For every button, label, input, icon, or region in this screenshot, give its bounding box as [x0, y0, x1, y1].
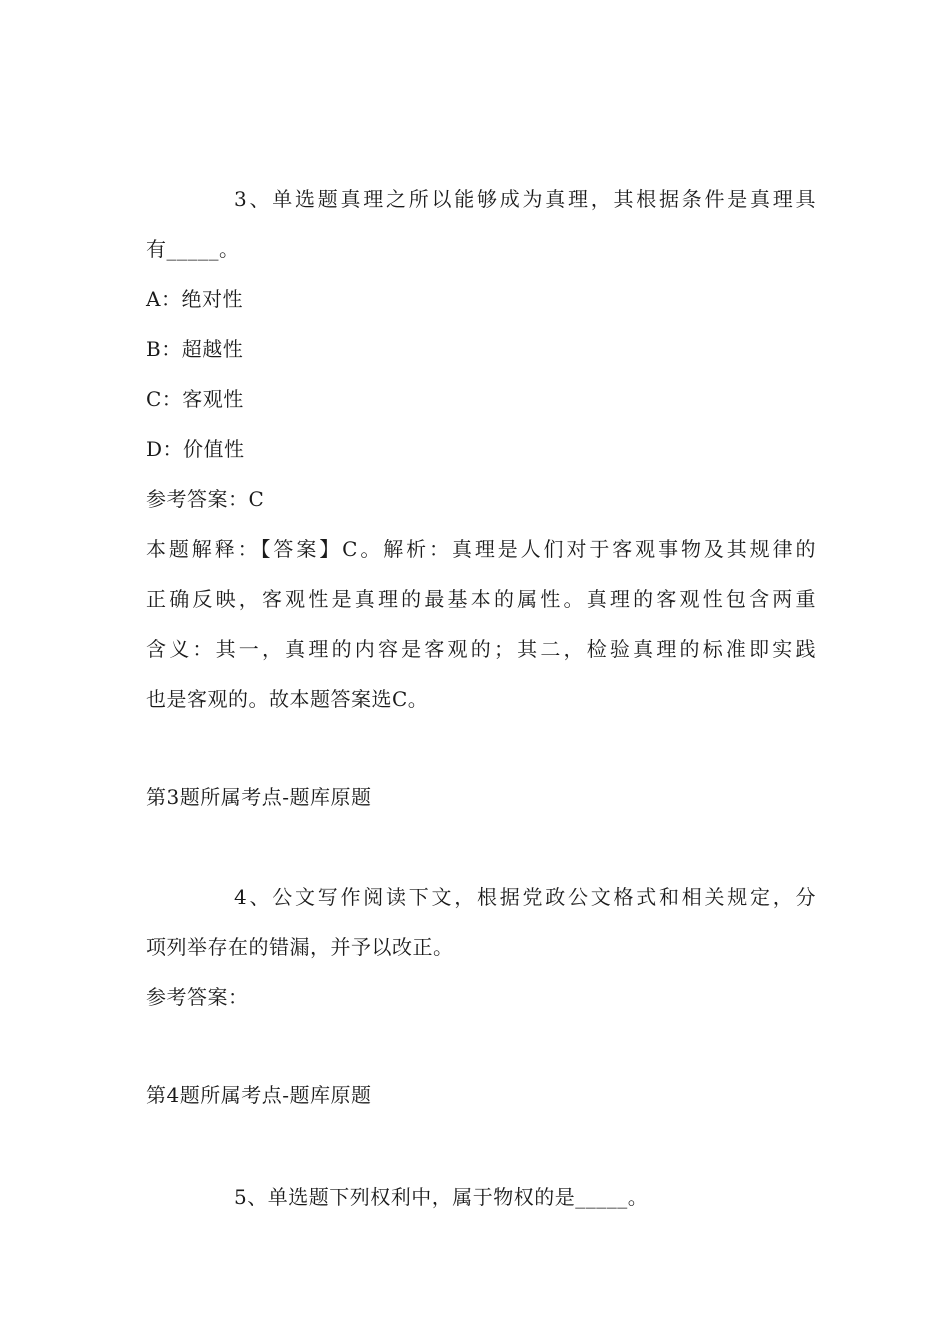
- q3-explanation-line4: 也是客观的。故本题答案选C。: [146, 687, 429, 711]
- q4-source: 第4题所属考点-题库原题: [146, 1083, 372, 1107]
- q3-explanation-line2: 正确反映，客观性是真理的最基本的属性。真理的客观性包含两重: [146, 587, 816, 611]
- q4-answer: 参考答案：: [146, 985, 249, 1009]
- q3-explanation-line3: 含义：其一，真理的内容是客观的；其二，检验真理的标准即实践: [146, 637, 816, 661]
- q3-option-c: C：客观性: [146, 387, 244, 411]
- q3-option-b: B：超越性: [146, 337, 244, 361]
- q3-option-a: A：绝对性: [146, 287, 243, 311]
- q4-stem-line2: 项列举存在的错漏，并予以改正。: [146, 935, 454, 959]
- q3-explanation-line1: 本题解释：【答案】C。解析：真理是人们对于客观事物及其规律的: [146, 537, 816, 561]
- q3-source: 第3题所属考点-题库原题: [146, 785, 372, 809]
- q5-stem-line1: 5、单选题下列权利中，属于物权的是_____。: [234, 1185, 649, 1209]
- q3-answer: 参考答案：C: [146, 487, 265, 511]
- q3-stem-line1: 3、单选题真理之所以能够成为真理，其根据条件是真理具: [234, 187, 816, 211]
- q4-stem-line1: 4、公文写作阅读下文，根据党政公文格式和相关规定，分: [234, 885, 816, 909]
- q3-option-d: D：价值性: [146, 437, 245, 461]
- q3-stem-line2: 有_____。: [146, 237, 240, 261]
